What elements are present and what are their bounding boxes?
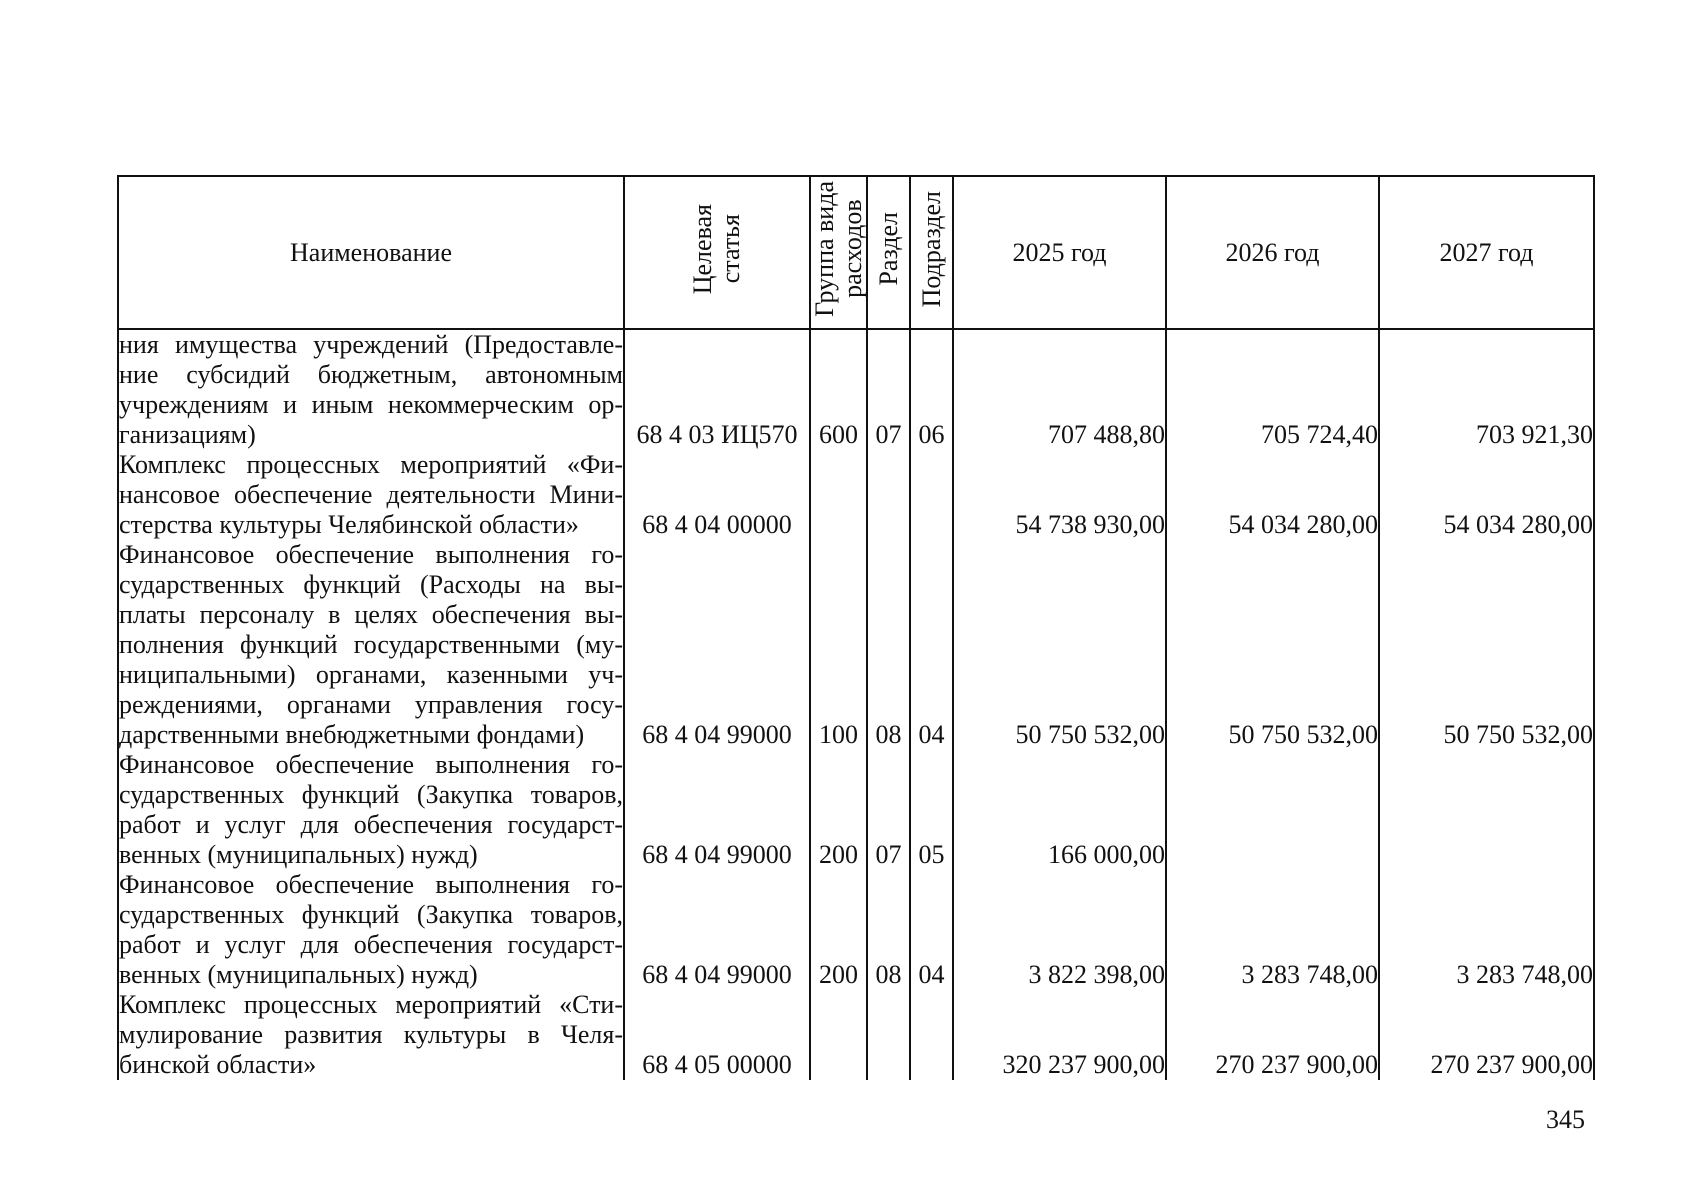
row-expense-group: 600	[810, 329, 867, 450]
row-name: Финансовое обеспечение выполнения го-сударственных функций (Закупка товаров, работ и услуг для обеспечения государст-венных (муниципальных) нужд)	[119, 870, 623, 989]
row-subsection	[910, 990, 953, 1080]
row-subsection	[910, 450, 953, 540]
row-amount-2025: 50 750 532,00	[953, 540, 1166, 750]
row-section	[867, 450, 910, 540]
table-row	[118, 450, 1594, 540]
table-body	[118, 329, 1594, 1080]
row-expense-group	[810, 450, 867, 540]
row-target-item: 68 4 04 99000	[624, 540, 810, 750]
row-amount-2027: 703 921,30	[1379, 329, 1594, 450]
row-section: 08	[867, 870, 910, 990]
header-year-2027: 2027 год	[1379, 176, 1594, 329]
header-section: Раздел	[867, 176, 910, 329]
header-subsection: Подраздел	[910, 176, 953, 329]
row-amount-2027	[1379, 750, 1594, 870]
row-amount-2027: 54 034 280,00	[1379, 450, 1594, 540]
row-amount-2026: 270 237 900,00	[1166, 990, 1379, 1080]
table-row	[118, 990, 1594, 1080]
row-section: 07	[867, 750, 910, 870]
row-amount-2025: 320 237 900,00	[953, 990, 1166, 1080]
row-amount-2026: 54 034 280,00	[1166, 450, 1379, 540]
row-amount-2026: 50 750 532,00	[1166, 540, 1379, 750]
header-expense-group: Группа вида расходов	[810, 176, 867, 329]
table-row	[118, 329, 1594, 450]
row-expense-group: 200	[810, 870, 867, 990]
row-target-item: 68 4 04 99000	[624, 750, 810, 870]
row-amount-2025: 3 822 398,00	[953, 870, 1166, 990]
row-name: ния имущества учреждений (Предоставле-ние субсидий бюджетным, автономным учреждениям и иным некоммерческим ор-ганизациям)	[119, 330, 623, 449]
header-target-item: Целевая статья	[624, 176, 810, 329]
budget-table	[117, 175, 1595, 1080]
row-name: Комплекс процессных мероприятий «Сти-мулирование развития культуры в Челя-бинской области»	[119, 990, 623, 1079]
row-name: Финансовое обеспечение выполнения го-сударственных функций (Закупка товаров, работ и услуг для обеспечения государст-венных (муниципальных) нужд)	[119, 750, 623, 869]
row-amount-2027: 50 750 532,00	[1379, 540, 1594, 750]
row-expense-group	[810, 990, 867, 1080]
row-name: Финансовое обеспечение выполнения го-сударственных функций (Расходы на вы-платы персоналу в целях обеспечения вы-полнения функций государственными (му-ниципальными) органами, казенными уч-реждениями, органами управления госу-дарственными внебюджетными фондами)	[119, 540, 623, 749]
table-row	[118, 540, 1594, 750]
table-row	[118, 870, 1594, 990]
row-target-item: 68 4 05 00000	[624, 990, 810, 1080]
row-subsection: 04	[910, 870, 953, 990]
row-amount-2025: 54 738 930,00	[953, 450, 1166, 540]
row-amount-2026: 705 724,40	[1166, 329, 1379, 450]
row-target-item: 68 4 04 00000	[624, 450, 810, 540]
row-amount-2026	[1166, 750, 1379, 870]
row-amount-2025: 707 488,80	[953, 329, 1166, 450]
table-header-row	[118, 176, 1594, 329]
row-section: 08	[867, 540, 910, 750]
header-year-2026: 2026 год	[1166, 176, 1379, 329]
row-section: 07	[867, 329, 910, 450]
row-name: Комплекс процессных мероприятий «Фи-нансовое обеспечение деятельности Мини-стерства культуры Челябинской области»	[119, 450, 623, 539]
page-number: 345	[1546, 1105, 1585, 1134]
table-row	[118, 750, 1594, 870]
row-target-item: 68 4 04 99000	[624, 870, 810, 990]
header-name: Наименование	[118, 176, 624, 329]
row-amount-2026: 3 283 748,00	[1166, 870, 1379, 990]
row-subsection: 05	[910, 750, 953, 870]
row-section	[867, 990, 910, 1080]
header-year-2025: 2025 год	[953, 176, 1166, 329]
row-amount-2025: 166 000,00	[953, 750, 1166, 870]
row-subsection: 04	[910, 540, 953, 750]
row-subsection: 06	[910, 329, 953, 450]
row-expense-group: 200	[810, 750, 867, 870]
row-expense-group: 100	[810, 540, 867, 750]
row-amount-2027: 3 283 748,00	[1379, 870, 1594, 990]
row-amount-2027: 270 237 900,00	[1379, 990, 1594, 1080]
row-target-item: 68 4 03 ИЦ570	[624, 329, 810, 450]
